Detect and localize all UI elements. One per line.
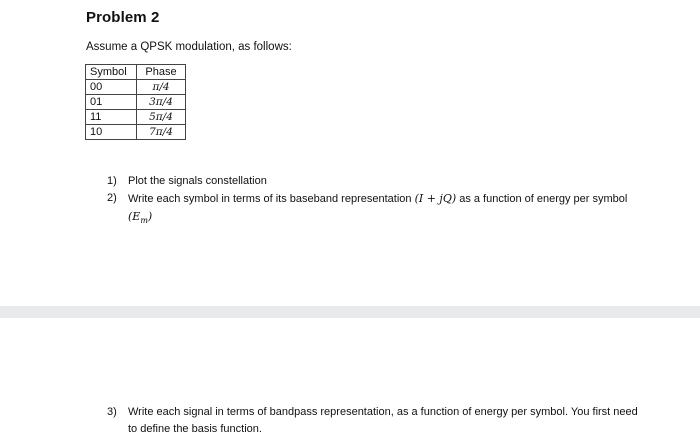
energy-close: ) bbox=[147, 210, 153, 223]
question-text-part: Write each symbol in terms of its baseband representation bbox=[128, 193, 415, 205]
question-1 bbox=[107, 173, 647, 190]
question-2 bbox=[107, 190, 647, 224]
phase-cell: 3π/4 bbox=[137, 95, 186, 110]
question-text bbox=[128, 190, 648, 229]
phase-cell: 5π/4 bbox=[137, 110, 186, 125]
question-number: 3) bbox=[107, 406, 117, 418]
baseband-expression: (I + jQ) bbox=[414, 192, 457, 205]
qpsk-table bbox=[85, 64, 186, 140]
table-row bbox=[86, 80, 186, 95]
energy-symbol bbox=[128, 210, 153, 226]
energy-open: (E bbox=[128, 210, 141, 223]
question-number: 2) bbox=[107, 192, 117, 204]
table-row bbox=[86, 95, 186, 110]
symbol-cell: 10 bbox=[86, 125, 137, 140]
table-row bbox=[86, 125, 186, 140]
problem-card-continued bbox=[0, 318, 700, 443]
header-symbol: Symbol bbox=[86, 65, 137, 80]
question-text: Plot the signals constellation bbox=[128, 175, 267, 187]
header-phase: Phase bbox=[137, 65, 186, 80]
table-header-row bbox=[86, 65, 186, 80]
phase-cell: π/4 bbox=[137, 80, 186, 95]
symbol-cell: 01 bbox=[86, 95, 137, 110]
problem-title: Problem 2 bbox=[86, 9, 160, 26]
table-row bbox=[86, 110, 186, 125]
question-number: 1) bbox=[107, 175, 117, 187]
question-text-part: as a function of energy per symbol bbox=[456, 193, 628, 205]
symbol-cell: 00 bbox=[86, 80, 137, 95]
energy-subscript: m bbox=[140, 216, 148, 226]
phase-cell: 7π/4 bbox=[137, 125, 186, 140]
question-text: Write each signal in terms of bandpass representation, as a function of energy per symbol. You first need to define the basis function. bbox=[128, 406, 638, 435]
problem-intro: Assume a QPSK modulation, as follows: bbox=[86, 41, 292, 53]
question-3 bbox=[107, 404, 647, 438]
symbol-cell: 11 bbox=[86, 110, 137, 125]
